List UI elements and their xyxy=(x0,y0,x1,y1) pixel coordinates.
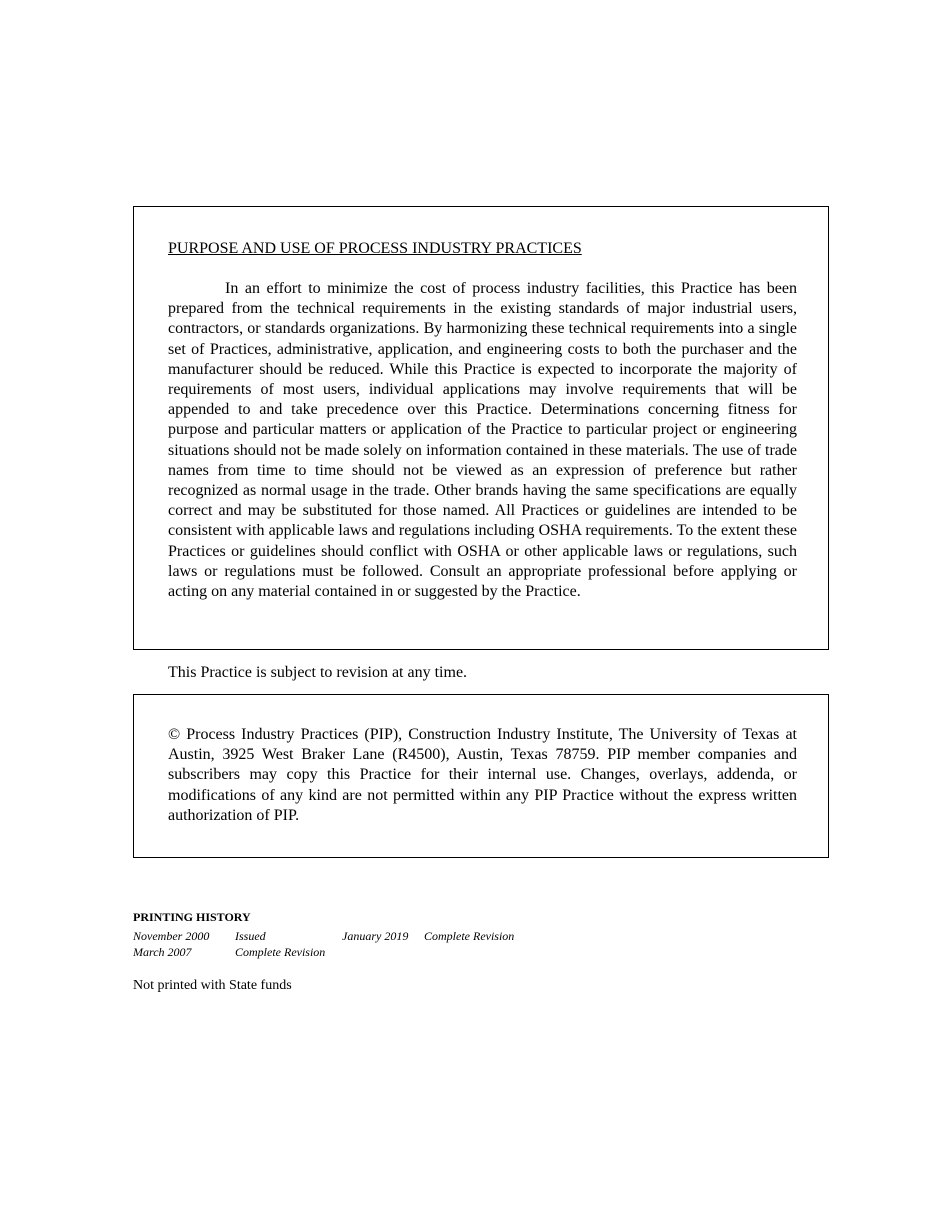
copyright-body: © Process Industry Practices (PIP), Construction Industry Institute, The University of Texas at Austin, 3925 West Braker Lane (R4500), Austin, Texas 78759. PIP member companies and subscribers may copy this Practice for their internal use. Changes, overlays, addenda, or modifications of any kind are not permitted within any PIP Practice without the express written authorization of PIP. xyxy=(168,726,797,824)
history-entry-action: Complete Revision xyxy=(235,945,326,959)
funds-note: Not printed with State funds xyxy=(133,978,292,993)
history-entry-action: Complete Revision xyxy=(424,929,515,943)
revision-note: This Practice is subject to revision at any time. xyxy=(168,664,468,681)
purpose-box xyxy=(133,206,829,650)
purpose-title: PURPOSE AND USE OF PROCESS INDUSTRY PRACTICES xyxy=(168,240,582,257)
copyright-box xyxy=(133,694,829,858)
purpose-body: In an effort to minimize the cost of process industry facilities, this Practice has been prepared from the technical requirements in the existing standards of major industrial users, contractors, or standards organizations. By harmonizing these technical requirements into a single set of Practices, administrative, application, and engineering costs to both the purchaser and the manufacturer should be reduced. While this Practice is expected to incorporate the majority of requirements of most users, individual applications may involve requirements that will be appended to and take precedence over this Practice. Determinations concerning fitness for purpose and particular matters or application of the Practice to particular project or engineering situations should not be made solely on information contained in these materials. The use of trade names from time to time should not be viewed as an expression of preference but rather recognized as normal usage in the trade. Other brands having the same specifications are equally correct and may be substituted for those named. All Practices or guidelines are intended to be consistent with applicable laws and regulations including OSHA requirements. To the extent these Practices or guidelines should conflict with OSHA or other applicable laws or regulations, such laws or regulations must be followed. Consult an appropriate professional before applying or acting on any material contained in or suggested by the Practice. xyxy=(168,280,797,601)
history-entry-date: January 2019 xyxy=(342,929,409,943)
history-entry-date: November 2000 xyxy=(133,929,210,943)
history-entry-date: March 2007 xyxy=(133,945,192,959)
history-entry-action: Issued xyxy=(235,929,266,943)
printing-history-heading: PRINTING HISTORY xyxy=(133,910,251,924)
